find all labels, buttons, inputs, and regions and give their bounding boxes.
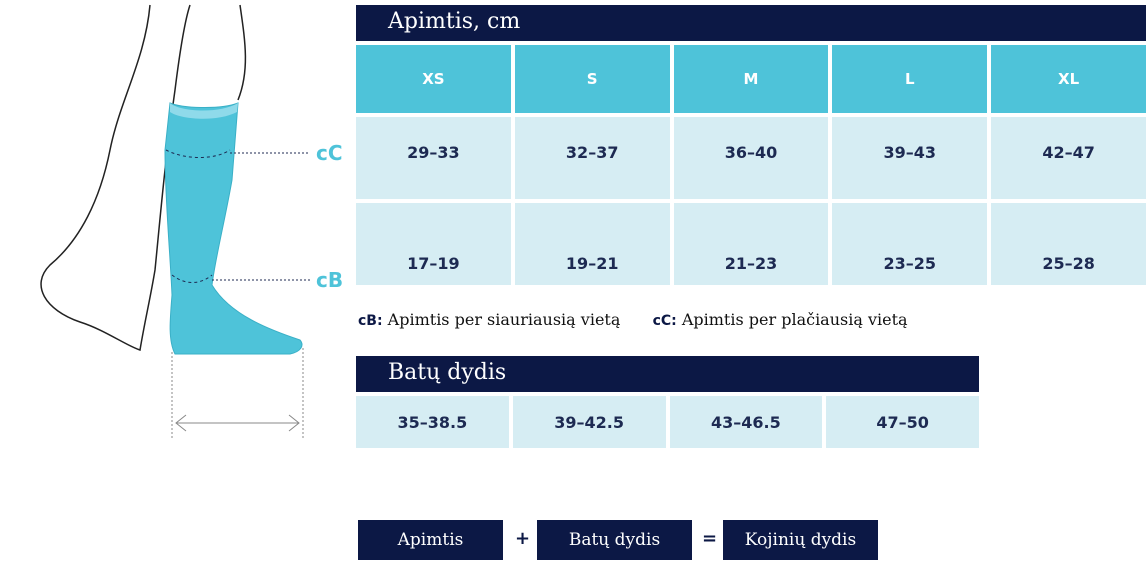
shoe-value-2: 39–42.5 <box>513 396 666 448</box>
formula-equals: = <box>702 528 718 549</box>
cc-legend-text: Apimtis per plačiausią vietą <box>681 310 908 329</box>
formula-kojiniu-dydis: Kojinių dydis <box>723 520 878 560</box>
shoe-value-4: 47–50 <box>826 396 979 448</box>
cb-legend-text: Apimtis per siauriausią vietą <box>387 310 621 329</box>
cb-value-xs: 17–19 <box>356 203 511 285</box>
cc-legend-key: cC: <box>652 313 677 329</box>
cc-value-s: 32–37 <box>515 117 670 199</box>
size-header-l: L <box>832 45 987 113</box>
cc-value-xs: 29–33 <box>356 117 511 199</box>
formula-plus: + <box>515 528 531 549</box>
size-header-s: S <box>515 45 670 113</box>
cc-value-m: 36–40 <box>674 117 829 199</box>
cb-value-s: 19–21 <box>515 203 670 285</box>
leg-illustration <box>0 0 350 450</box>
shoe-size-table <box>356 396 979 448</box>
size-header-xl: XL <box>991 45 1146 113</box>
cc-value-xl: 42–47 <box>991 117 1146 199</box>
circumference-table <box>356 45 1146 285</box>
size-header-m: M <box>674 45 829 113</box>
cc-label: cC <box>316 141 343 165</box>
shoe-value-1: 35–38.5 <box>356 396 509 448</box>
shoe-value-3: 43–46.5 <box>670 396 823 448</box>
cb-value-m: 21–23 <box>674 203 829 285</box>
front-thigh-outline <box>238 5 245 100</box>
circumference-title: Apimtis, cm <box>356 5 1146 41</box>
measurement-legend <box>358 310 908 329</box>
cb-value-l: 23–25 <box>832 203 987 285</box>
formula-batu-dydis: Batų dydis <box>537 520 692 560</box>
shoe-size-title: Batų dydis <box>356 356 979 392</box>
size-header-xs: XS <box>356 45 511 113</box>
cb-legend-key: cB: <box>358 313 383 329</box>
cb-value-xl: 25–28 <box>991 203 1146 285</box>
cc-value-l: 39–43 <box>832 117 987 199</box>
formula-apimtis: Apimtis <box>358 520 503 560</box>
cb-label: cB <box>316 268 344 292</box>
stocking <box>165 103 302 354</box>
